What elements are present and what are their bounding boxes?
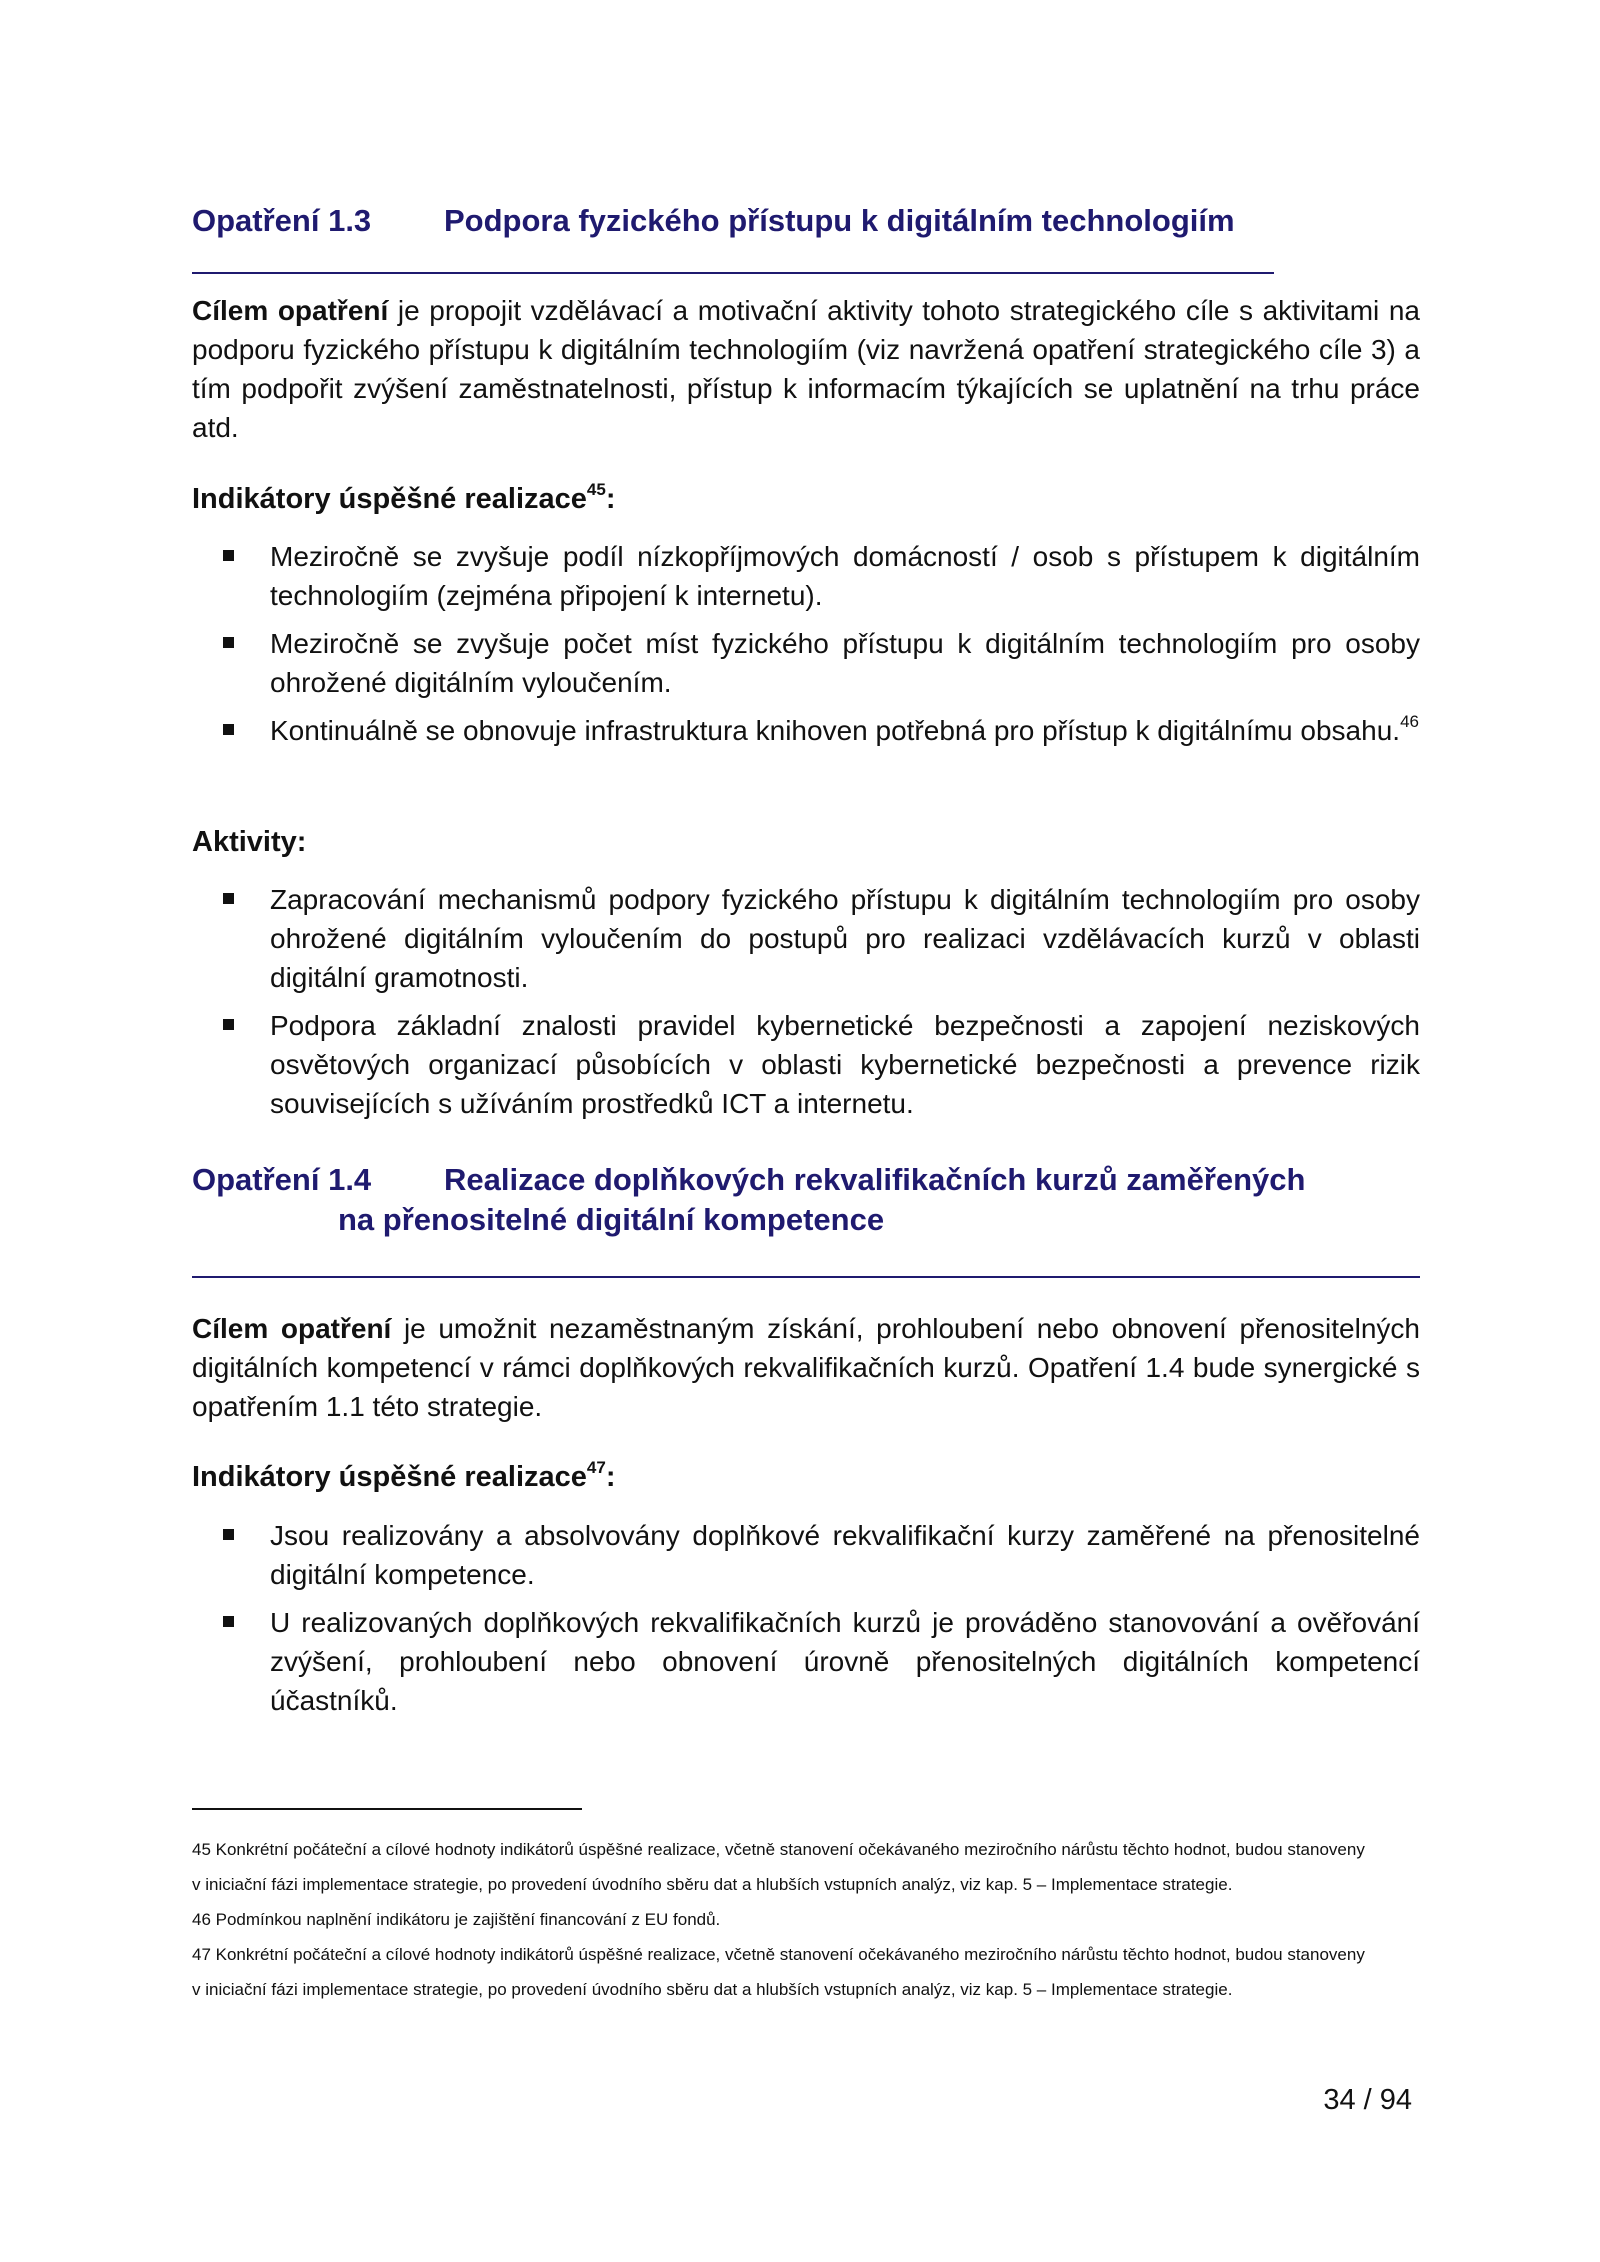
section-title: Realizace doplňkových rekvalifikačních kurzů zaměřených <box>444 1162 1306 1197</box>
list-item <box>192 711 1420 750</box>
footnote: 45 Konkrétní počáteční a cílové hodnoty indikátorů úspěšné realizace, včetně stanovení očekávaného meziročního nárůstu těchto hodnot, budou stanoveny v iniciační fázi implementace strategie, po provedení úvodního sběru dat a hlubších vstupních analýz, viz kap. 5 – Implementace strategie. <box>192 1840 1365 1894</box>
list-item <box>192 1516 1420 1594</box>
bullet-icon <box>223 637 234 648</box>
goal-text: je propojit vzdělávací a motivační aktivity tohoto strategického cíle s aktivitami na podporu fyzického přístupu k digitálním technologiím (viz navržená opatření strategického cíle 3) a tím podpořit zvýšení zaměstnatelnosti, přístup k informacím týkajících se uplatnění na trhu práce atd. <box>192 295 1420 443</box>
heading-rule <box>192 272 1274 274</box>
bullet-icon <box>223 724 234 735</box>
footnote-separator <box>192 1808 582 1810</box>
footnote: 46 Podmínkou naplnění indikátoru je zajištění financování z EU fondů. <box>192 1910 721 1929</box>
indicators-colon: : <box>605 483 616 515</box>
footnote-ref: 46 <box>1400 712 1419 731</box>
list-item <box>192 624 1420 702</box>
list-item-text: Zapracování mechanismů podpory fyzického přístupu k digitálním technologiím pro osoby ohrožené digitálním vyloučením do postupů pro realizaci vzdělávacích kurzů v oblasti digitální gramotnosti. <box>270 884 1420 993</box>
list-item <box>192 1603 1420 1720</box>
section-number: Opatření 1.3 <box>192 203 372 238</box>
list-item-text: Podpora základní znalosti pravidel kybernetické bezpečnosti a zapojení neziskových osvětových organizací působících v oblasti kybernetické bezpečnosti a prevence rizik souvisejících s užíváním prostředků ICT a internetu. <box>270 1010 1420 1119</box>
indicators-label: Indikátory úspěšné realizace <box>192 1461 587 1493</box>
bullet-icon <box>223 1616 234 1627</box>
indicator-list <box>192 1516 1420 1729</box>
section-title: Podpora fyzického přístupu k digitálním technologiím <box>444 203 1235 238</box>
list-item-text: Meziročně se zvyšuje počet míst fyzického přístupu k digitálním technologiím pro osoby ohrožené digitálním vyloučením. <box>270 628 1420 698</box>
bullet-icon <box>223 893 234 904</box>
list-item-text: Meziročně se zvyšuje podíl nízkopříjmových domácností / osob s přístupem k digitálním technologiím (zejména připojení k internetu). <box>270 541 1420 611</box>
goal-lead: Cílem opatření <box>192 295 389 326</box>
list-item-text: U realizovaných doplňkových rekvalifikačních kurzů je prováděno stanovování a ověřování zvýšení, prohloubení nebo obnovení úrovně přenositelných digitálních kompetencí účastníků. <box>270 1607 1420 1716</box>
bullet-icon <box>223 1529 234 1540</box>
indicators-colon: : <box>605 1461 616 1493</box>
activity-list <box>192 880 1420 1132</box>
activities-heading: Aktivity: <box>192 826 307 858</box>
list-item-text: Jsou realizovány a absolvovány doplňkové rekvalifikační kurzy zaměřené na přenositelné digitální kompetence. <box>270 1520 1420 1590</box>
footnotes <box>192 1832 1372 2007</box>
heading-rule <box>192 1276 1420 1278</box>
bullet-icon <box>223 550 234 561</box>
section-heading <box>192 1160 1305 1240</box>
goal-lead: Cílem opatření <box>192 1313 392 1344</box>
footnote-ref: 47 <box>586 1458 606 1477</box>
list-item <box>192 1006 1420 1123</box>
list-item-text: Kontinuálně se obnovuje infrastruktura knihoven potřebná pro přístup k digitálnímu obsahu. <box>270 715 1401 746</box>
goal-paragraph <box>192 1309 1420 1426</box>
goal-paragraph <box>192 291 1420 447</box>
section-heading <box>192 201 1235 241</box>
goal-text: je umožnit nezaměstnaným získání, prohloubení nebo obnovení přenositelných digitálních kompetencí v rámci doplňkových rekvalifikačních kurzů. Opatření 1.4 bude synergické s opatřením 1.1 této strategie. <box>192 1313 1420 1422</box>
page-number: 34 / 94 <box>1323 2084 1412 2116</box>
indicators-heading <box>192 1458 616 1497</box>
list-item <box>192 880 1420 997</box>
list-item <box>192 537 1420 615</box>
indicator-list <box>192 537 1420 759</box>
footnote: 47 Konkrétní počáteční a cílové hodnoty indikátorů úspěšné realizace, včetně stanovení očekávaného meziročního nárůstu těchto hodnot, budou stanoveny v iniciační fázi implementace strategie, po provedení úvodního sběru dat a hlubších vstupních analýz, viz kap. 5 – Implementace strategie. <box>192 1945 1365 1999</box>
bullet-icon <box>223 1019 234 1030</box>
section-number: Opatření 1.4 <box>192 1162 372 1197</box>
indicators-heading <box>192 480 616 519</box>
footnote-ref: 45 <box>586 480 606 499</box>
indicators-label: Indikátory úspěšné realizace <box>192 483 587 515</box>
section-title-line2: na přenositelné digitální kompetence <box>338 1202 885 1237</box>
